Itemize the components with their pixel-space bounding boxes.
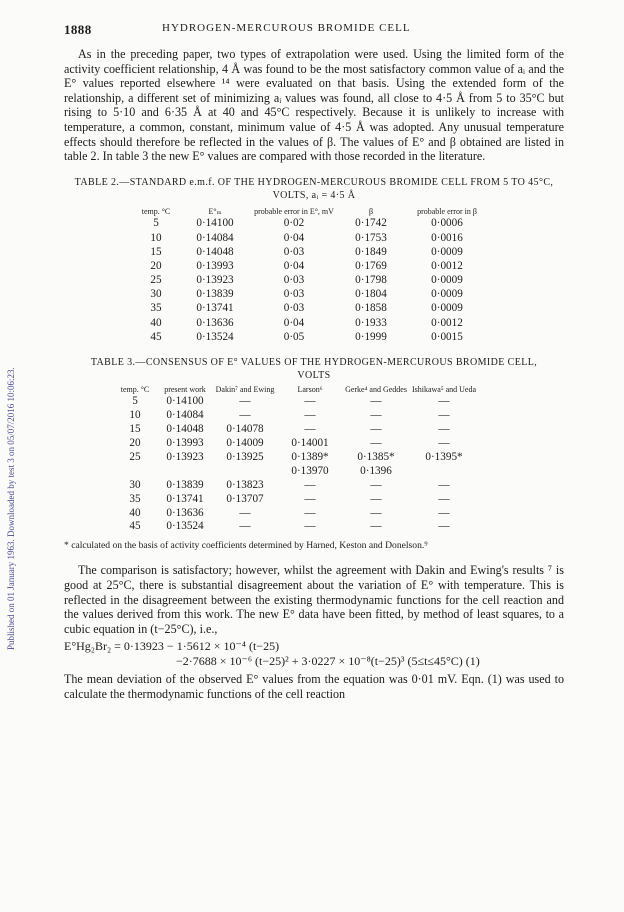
table3-cell: 0·13636 <box>166 506 204 519</box>
table2-cell: 0·05 <box>283 330 305 343</box>
table2-row <box>132 245 490 259</box>
table3-header-cell: present work <box>164 384 206 394</box>
table3-cell: — <box>370 506 382 519</box>
table3-cell: 0·13823 <box>226 478 264 491</box>
table3-cell: — <box>438 395 450 408</box>
table2-cell: 0·1849 <box>355 245 387 258</box>
table2-cell: 0·0015 <box>431 330 463 343</box>
table2-cell: 0·1753 <box>355 231 387 244</box>
table3-cell: — <box>438 437 450 450</box>
page-header <box>64 22 564 44</box>
table3-cell: 0·14048 <box>166 423 204 436</box>
table-3 <box>114 386 480 533</box>
table2-cell: 0·0012 <box>431 259 463 272</box>
table2-row <box>132 273 490 287</box>
table3-cell: — <box>370 520 382 533</box>
table3-cell: 30 <box>129 478 141 491</box>
page <box>64 22 564 702</box>
table-2 <box>132 208 490 344</box>
table2-cell: 45 <box>150 330 162 343</box>
publication-watermark <box>4 210 18 650</box>
table3-cell: 0·1389* <box>291 450 329 463</box>
table2-cell: 0·03 <box>283 245 305 258</box>
table3-cell: 0·14001 <box>291 437 329 450</box>
table2-cell: 5 <box>153 217 159 230</box>
table2-cell: 0·0009 <box>431 288 463 301</box>
table2-cell: 0·13923 <box>196 274 234 287</box>
table3-header-cell: Ishikawa⁵ and Ueda <box>411 384 477 394</box>
table2-cell: 0·1858 <box>355 302 387 315</box>
table2-cell: 10 <box>150 231 162 244</box>
table3-cell: 0·14009 <box>226 437 264 450</box>
table3-cell: 40 <box>129 506 141 519</box>
table3-cell: 45 <box>129 520 141 533</box>
table3-footnote: * calculated on the basis of activity coefficients determined by Harned, Keston and Donelson.⁹ <box>64 540 428 552</box>
table2-cell: 0·1798 <box>355 274 387 287</box>
table2-header-cell: temp. °C <box>141 206 171 216</box>
table3-header-cell: Gerke⁴ and Geddes <box>345 384 407 394</box>
table3-header-cell: temp. °C <box>120 384 150 394</box>
table2-cell: 0·1933 <box>355 316 387 329</box>
table3-row <box>114 506 480 520</box>
table3-cell: 0·1396 <box>360 464 392 477</box>
table3-row <box>114 436 480 450</box>
table2-cell: 0·03 <box>283 288 305 301</box>
table3-cell: — <box>370 409 382 422</box>
equation-line-2: −2·7688 × 10⁻⁶ (t−25)² + 3·0227 × 10⁻⁸(t−25)³ (5≤t≤45°C) (1) <box>176 654 480 669</box>
table3-cell: — <box>370 437 382 450</box>
table2-cell: 0·13993 <box>196 259 234 272</box>
table3-cell: — <box>438 492 450 505</box>
table3-cell: 0·13925 <box>226 450 264 463</box>
table2-cell: 0·0009 <box>431 245 463 258</box>
table2-header-cell: E°ₘ <box>208 206 222 216</box>
table2-cell: 0·02 <box>283 217 305 230</box>
table3-cell: — <box>370 395 382 408</box>
table3-cell: — <box>304 395 316 408</box>
paragraph-1: As in the preceding paper, two types of extrapolation were used. Using the limited form of the activity coefficient relationship, 4 Å was found to be the most satisfactory common value of aᵢ and the E° values reported elsewhere ¹⁴ were evaluated on that basis. Using the extended form of the relationship, a different set of minimizing aᵢ values was found, all close to 4·5 Å from 5 to 35°C but rising to 5·10 and 6·35 Å at 40 and 45°C respectively. Because it is unlikely to increase with temperature, a common, constant, minimum value of 4·5 Å was adopted. Any unusual temperature effects should therefore be reflected in the values of β. The values of E° and β obtained are listed in table 2. In table 3 the new E° values are compared with those recorded in the literature. <box>64 47 564 164</box>
table2-cell: 0·14100 <box>196 217 234 230</box>
table3-cell: 10 <box>129 409 141 422</box>
table2-cell: 0·1769 <box>355 259 387 272</box>
table2-header-row <box>132 208 490 217</box>
table2-caption-line2: VOLTS, aᵢ = 4·5 Å <box>272 189 356 201</box>
table3-cell: 0·13707 <box>226 492 264 505</box>
table2-cell: 0·13524 <box>196 330 234 343</box>
table3-row <box>114 478 480 492</box>
table2-cell: 0·03 <box>283 302 305 315</box>
table3-cell: 0·13970 <box>291 464 329 477</box>
table3-cell: 0·13741 <box>166 492 204 505</box>
table3-cell: 0·14078 <box>226 423 264 436</box>
table3-cell: 5 <box>132 395 138 408</box>
table3-cell: — <box>438 423 450 436</box>
table3-cell: — <box>304 478 316 491</box>
paragraph-3: The mean deviation of the observed E° values from the equation was 0·01 mV. Eqn. (1) was used to calculate the thermodynamic functions of the cell reaction <box>64 672 564 701</box>
table3-cell: 15 <box>129 423 141 436</box>
table3-row <box>114 408 480 422</box>
page-number: 1888 <box>64 22 92 37</box>
table3-cell: — <box>304 409 316 422</box>
table2-cell: 15 <box>150 245 162 258</box>
table2-row <box>132 330 490 344</box>
table2-cell: 0·0012 <box>431 316 463 329</box>
table3-caption-line1: TABLE 3.—CONSENSUS OF E° VALUES OF THE HYDROGEN-MERCUROUS BROMIDE CELL, <box>90 356 538 368</box>
table3-cell: — <box>304 492 316 505</box>
table3-cell: — <box>370 478 382 491</box>
table3-row <box>114 450 480 464</box>
table3-row <box>114 492 480 506</box>
table2-header-cell: probable error in β <box>417 206 477 216</box>
equation-1 <box>64 639 564 669</box>
table2-row <box>132 216 490 230</box>
table3-cell <box>408 464 480 478</box>
table3-cell: — <box>239 395 251 408</box>
table3-cell: 0·14084 <box>166 409 204 422</box>
table3-header-cell: Dakin⁷ and Ewing <box>215 384 275 394</box>
table3-cell: 0·1385* <box>357 450 395 463</box>
table2-row <box>132 230 490 244</box>
paragraph-2: The comparison is satisfactory; however, whilst the agreement with Dakin and Ewing's results ⁷ is good at 25°C, there is substantial disagreement about the variation of E° with temperature. This is reflected in the disagreement between the existing thermodynamic functions for the cell reaction and the values derived from this work. The new E° data have been fitted, by method of least squares, to a cubic equation in (t−25°C), i.e., <box>64 563 564 636</box>
table3-caption <box>64 356 564 382</box>
table3-cell: — <box>239 520 251 533</box>
table2-cell: 0·0016 <box>431 231 463 244</box>
watermark-text: Published on 01 January 1963. Downloaded by test 3 on 05/07/2016 10:06:23. <box>6 367 16 650</box>
table2-caption-line1: TABLE 2.—STANDARD e.m.f. OF THE HYDROGEN-MERCUROUS BROMIDE CELL FROM 5 TO 45°C, <box>74 176 554 188</box>
table2-header-cell: probable error in E°, mV <box>254 206 334 216</box>
table3-cell <box>156 464 214 478</box>
table2-cell: 0·13839 <box>196 288 234 301</box>
table3-cell: 25 <box>129 450 141 463</box>
equation-line-1: E°Hg₂Br₂ = 0·13923 − 1·5612 × 10⁻⁴ (t−25) <box>64 639 280 654</box>
table2-row <box>132 301 490 315</box>
table2-cell: 0·0009 <box>431 274 463 287</box>
table3-cell: 0·1395* <box>425 450 463 463</box>
table3-cell: — <box>239 506 251 519</box>
table3-caption-line2: VOLTS <box>297 369 331 381</box>
table2-cell: 0·1999 <box>355 330 387 343</box>
table3-cell: 20 <box>129 437 141 450</box>
table2-cell: 0·04 <box>283 259 305 272</box>
table2-header-cell: β <box>368 206 374 216</box>
running-title: HYDROGEN-MERCUROUS BROMIDE CELL <box>162 22 411 34</box>
table2-cell: 0·1804 <box>355 288 387 301</box>
table3-cell: 35 <box>129 492 141 505</box>
table2-cell: 25 <box>150 274 162 287</box>
table3-header-cell: Larson⁶ <box>297 384 323 394</box>
table3-cell: — <box>370 492 382 505</box>
table2-cell: 0·13636 <box>196 316 234 329</box>
table3-cell: — <box>304 506 316 519</box>
table3-cell: — <box>438 409 450 422</box>
table2-caption <box>64 176 564 202</box>
table3-header-row <box>114 386 480 395</box>
table3-row <box>114 464 480 478</box>
table2-row <box>132 287 490 301</box>
table3-cell: 0·13839 <box>166 478 204 491</box>
table3-row <box>114 394 480 408</box>
table2-cell: 0·0009 <box>431 302 463 315</box>
table2-cell: 0·03 <box>283 274 305 287</box>
table2-cell: 30 <box>150 288 162 301</box>
table2-cell: 0·14048 <box>196 245 234 258</box>
table3-cell: 0·13524 <box>166 520 204 533</box>
table3-cell: 0·14100 <box>166 395 204 408</box>
table3-cell <box>114 464 156 478</box>
table2-cell: 0·04 <box>283 231 305 244</box>
table2-cell: 35 <box>150 302 162 315</box>
table2-cell: 0·0006 <box>431 217 463 230</box>
table3-cell: — <box>239 409 251 422</box>
table2-cell: 40 <box>150 316 162 329</box>
table3-cell: 0·13923 <box>166 450 204 463</box>
table2-cell: 0·14084 <box>196 231 234 244</box>
table3-cell: — <box>304 520 316 533</box>
table3-cell: — <box>438 478 450 491</box>
table2-cell: 0·04 <box>283 316 305 329</box>
table2-cell: 0·13741 <box>196 302 234 315</box>
table3-cell: 0·13993 <box>166 437 204 450</box>
table3-cell: — <box>438 520 450 533</box>
table2-row <box>132 316 490 330</box>
table2-cell: 20 <box>150 259 162 272</box>
table3-row <box>114 519 480 533</box>
table3-row <box>114 422 480 436</box>
table2-cell: 0·1742 <box>355 217 387 230</box>
table3-cell: — <box>304 423 316 436</box>
table3-cell: — <box>370 423 382 436</box>
table3-cell <box>214 464 276 478</box>
table3-cell: — <box>438 506 450 519</box>
table2-row <box>132 259 490 273</box>
